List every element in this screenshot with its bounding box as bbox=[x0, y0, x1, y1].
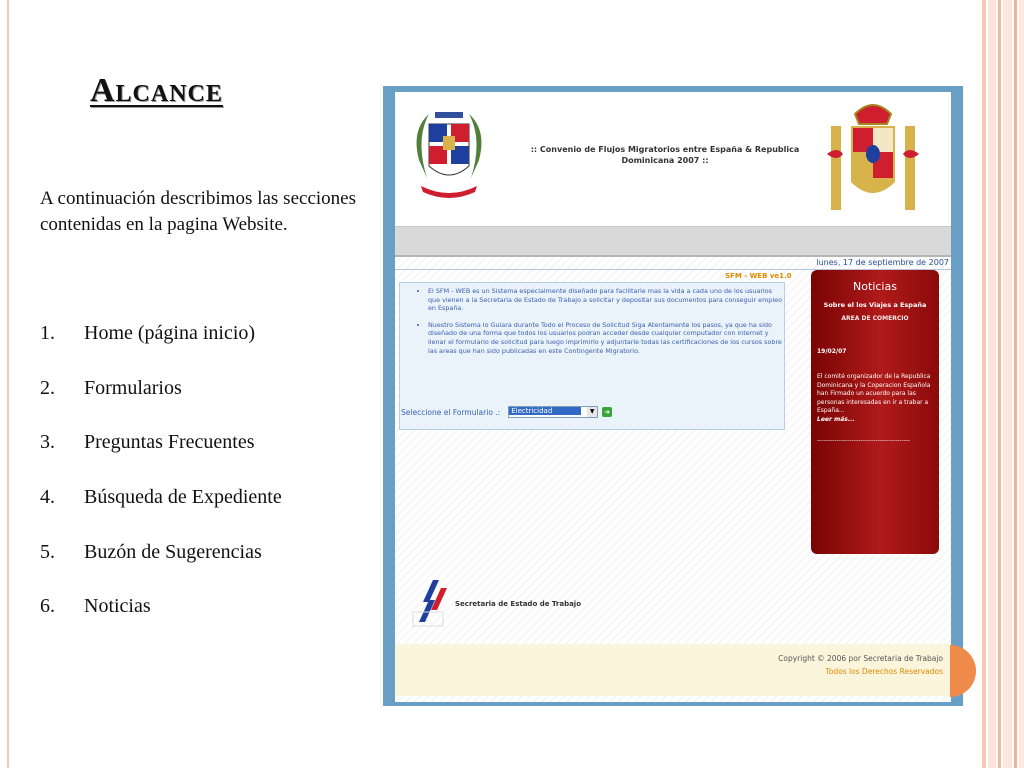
ministry-name: Secretaria de Estado de Trabajo bbox=[455, 600, 582, 608]
decorative-left-line bbox=[7, 0, 9, 768]
version-label: SFM - WEB ve1.0 bbox=[725, 272, 792, 280]
news-body: El comité organizador de la Republica Dominicana y la Coperacion Española han Firmado un acuerdo para las personas interesadas en ir a trabar a España... bbox=[817, 373, 931, 414]
website-page bbox=[395, 92, 951, 702]
list-number: 1. bbox=[40, 322, 55, 344]
form-select-row bbox=[401, 406, 612, 418]
list-number: 5. bbox=[40, 540, 55, 563]
news-title: Noticias bbox=[853, 280, 897, 293]
list-item bbox=[40, 486, 282, 541]
website-header bbox=[395, 92, 951, 226]
date-label: lunes, 17 de septiembre de 2007 bbox=[816, 258, 949, 267]
website-footer bbox=[395, 644, 951, 696]
form-select-label: Seleccione el Formulario .: bbox=[401, 407, 501, 417]
news-divider: ------------------------------------------- bbox=[817, 436, 911, 444]
form-select[interactable] bbox=[508, 406, 598, 418]
decorative-stripe bbox=[998, 0, 1001, 768]
decorative-stripe bbox=[1019, 0, 1024, 768]
list-label: Formularios bbox=[84, 376, 182, 399]
slide-title: Alcance bbox=[90, 72, 223, 109]
list-number: 3. bbox=[40, 431, 55, 454]
list-item bbox=[40, 595, 282, 650]
go-button[interactable]: ➜ bbox=[602, 407, 612, 417]
ministry-logo-icon bbox=[411, 578, 451, 628]
spanish-coat-of-arms-icon bbox=[825, 96, 921, 220]
info-list bbox=[400, 287, 784, 355]
news-date: 19/02/07 bbox=[817, 348, 847, 355]
news-subtitle-secondary: AREA DE COMERCIO bbox=[841, 315, 909, 322]
dominican-coat-of-arms-icon bbox=[405, 100, 493, 210]
list-item bbox=[40, 377, 282, 432]
list-label: Noticias bbox=[84, 595, 151, 618]
website-header-title: :: Convenio de Flujos Migratorios entre España & Republica Dominicana 2007 :: bbox=[530, 145, 800, 165]
list-item bbox=[40, 322, 282, 377]
list-label: Home (página inicio) bbox=[84, 322, 256, 344]
website-screenshot bbox=[383, 86, 963, 706]
list-label: Preguntas Frecuentes bbox=[84, 431, 255, 454]
sections-list bbox=[40, 322, 282, 650]
decorative-stripe bbox=[982, 0, 986, 768]
list-item: • Nuestro Sistema lo Guiara durante Todo el Proceso de Solicitud Siga Atentamente los pasos, ya que ha sido diseñado de una forma que todos los usuarios podran acceder desde cualquier computador con internet y llenar el formulario de solicitud para luego imprimirlo y adjuntarle todas las certificaciones de los cursos sobre las areas que han sido publicadas en este Contingente Migratorio. bbox=[428, 321, 784, 355]
form-select-value: Electricidad bbox=[509, 407, 581, 415]
decorative-stripe bbox=[1014, 0, 1017, 768]
news-subtitle[interactable]: Sobre el los Viajes a España bbox=[823, 301, 927, 309]
list-item: • El SFM - WEB es un Sistema especialmente diseñado para facilitarle mas la vida a cada uno de los usuarios que vienen a la Secretaria de Estado de Trabajo a solicitar y depositar sus documentos para conseguir empleo en España. bbox=[428, 287, 784, 313]
list-item bbox=[40, 541, 282, 596]
menu-band bbox=[395, 226, 951, 257]
slide-intro: A continuación describimos las secciones contenidas en la pagina Website. bbox=[40, 188, 356, 235]
decorative-orange-circle bbox=[950, 645, 976, 697]
rights-text: Todos los Derechos Reservados bbox=[825, 667, 943, 676]
list-label: Búsqueda de Expediente bbox=[84, 486, 282, 509]
list-number: 6. bbox=[40, 595, 55, 618]
list-label: Buzón de Sugerencias bbox=[84, 540, 262, 563]
copyright-text: Copyright © 2006 por Secretaria de Trabajo bbox=[778, 654, 943, 663]
list-number: 4. bbox=[40, 486, 55, 509]
copyright bbox=[778, 652, 943, 678]
list-number: 2. bbox=[40, 376, 55, 399]
decorative-stripe bbox=[988, 0, 996, 768]
chevron-down-icon[interactable]: ▼ bbox=[587, 407, 597, 417]
read-more-link[interactable]: Leer más... bbox=[817, 415, 855, 423]
decorative-stripe bbox=[1003, 0, 1012, 768]
list-item bbox=[40, 431, 282, 486]
news-panel bbox=[811, 270, 939, 554]
